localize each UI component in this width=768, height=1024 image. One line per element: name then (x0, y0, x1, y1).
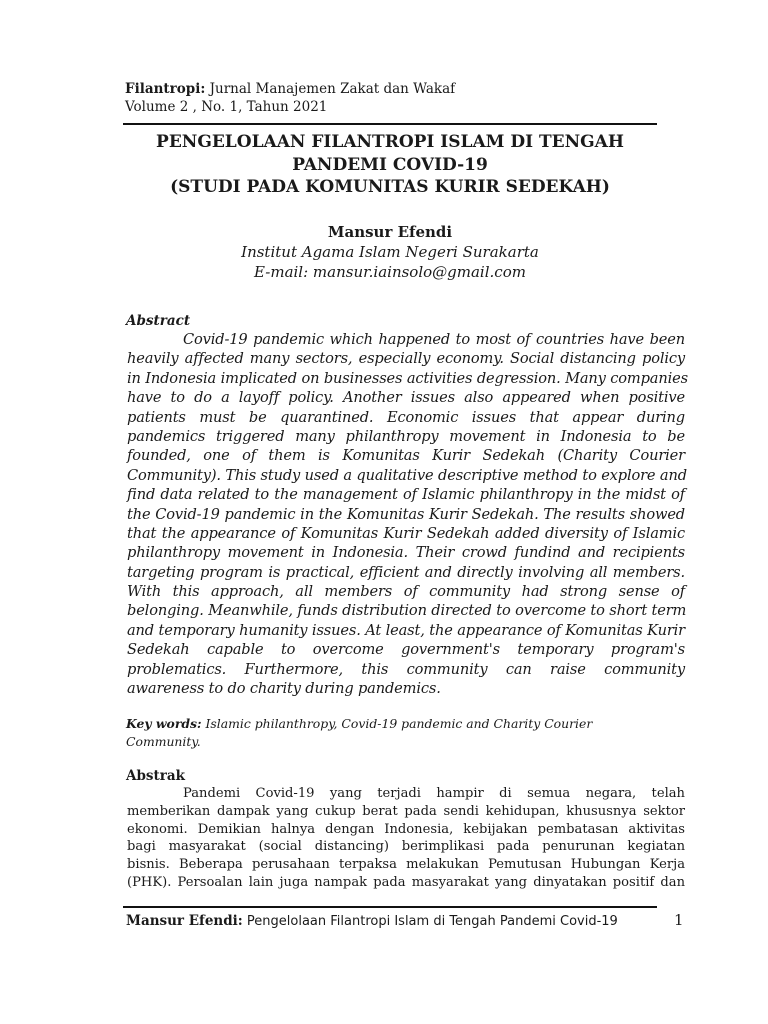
abstract-line: problematics. Furthermore, this community can raise community (127, 660, 685, 678)
volume-line: Volume 2 , No. 1, Tahun 2021 (125, 99, 328, 115)
affiliation: Institut Agama Islam Negeri Surakarta (241, 243, 539, 261)
keywords-label: Key words: (126, 716, 202, 731)
running-footer (126, 912, 686, 931)
abstract-line: targeting program is practical, efficient and directly involving all members. (127, 563, 685, 581)
author-affiliation-block (123, 242, 657, 282)
abstract-line: patients must be quarantined. Economic issues that appear during (127, 408, 685, 426)
abstract-line: that the appearance of Komunitas Kurir Sedekah added diversity of Islamic (127, 524, 685, 542)
journal-name: Filantropi: (125, 81, 206, 97)
author-name: Mansur Efendi (327, 223, 453, 241)
abstrak-line: bagi masyarakat (social distancing) berimplikasi pada penurunan kegiatan (127, 839, 685, 855)
keywords-text: Islamic philanthropy, Covid-19 pandemic and Charity Courier (201, 716, 593, 731)
journal-subtitle: Jurnal Manajemen Zakat dan Wakaf (205, 81, 456, 97)
abstrak-line: memberikan dampak yang cukup berat pada sendi kehidupan, khususnya sektor (127, 803, 685, 819)
abstract-line: heavily affected many sectors, especially economy. Social distancing policy (127, 350, 685, 368)
abstract-line: With this approach, all members of community had strong sense of (127, 583, 685, 601)
abstract-line: have to do a layoff policy. Another issues also appeared when positive (127, 389, 685, 407)
abstract-line: Covid-19 pandemic which happened to most of countries have been (183, 331, 685, 348)
abstract-line: founded, one of them is Komunitas Kurir Sedekah (Charity Courier (127, 447, 685, 465)
abstract-line: and temporary humanity issues. At least, the appearance of Komunitas Kurir (127, 621, 685, 639)
abstrak-line: bisnis. Beberapa perusahaan terpaksa melakukan Pemutusan Hubungan Kerja (127, 857, 685, 873)
abstract-line: pandemics triggered many philanthropy movement in Indonesia to be (127, 427, 685, 445)
abstract-heading: Abstract (126, 313, 191, 329)
keywords-line (126, 715, 686, 733)
abstract-line: awareness to do charity during pandemics. (127, 680, 441, 698)
title-line: PANDEMI COVID-19 (292, 154, 488, 175)
footer-rule (123, 906, 657, 908)
abstrak-body (127, 785, 685, 892)
abstract-line: the Covid-19 pandemic in the Komunitas Kurir Sedekah. The results showed (127, 505, 685, 523)
abstract-line: belonging. Meanwhile, funds distribution directed to overcome to short term (127, 602, 687, 620)
page-number: 1 (674, 911, 684, 929)
journal-line (125, 80, 455, 98)
abstract-line: philanthropy movement in Indonesia. Their crowd fundind and recipients (127, 544, 685, 562)
header-rule (123, 123, 657, 125)
title-line: (STUDI PADA KOMUNITAS KURIR SEDEKAH) (170, 177, 610, 197)
abstrak-line: Pandemi Covid-19 yang terjadi hampir di semua negara, telah (183, 786, 685, 801)
abstrak-heading: Abstrak (126, 768, 185, 784)
abstract-line: Sedekah capable to overcome government's temporary program's (127, 641, 685, 659)
abstract-body (127, 330, 688, 698)
running-header (125, 80, 455, 116)
author-email: E-mail: mansur.iainsolo@gmail.com (254, 263, 526, 281)
footer-title: Pengelolaan Filantropi Islam di Tengah Pandemi Covid-19 (242, 914, 618, 929)
keywords (126, 715, 686, 750)
keywords-line: Community. (126, 733, 201, 749)
abstract-line: in Indonesia implicated on businesses activities degression. Many companies (127, 369, 688, 387)
title-line: PENGELOLAAN FILANTROPI ISLAM DI TENGAH (156, 132, 624, 152)
abstrak-line: ekonomi. Demikian halnya dengan Indonesia, kebijakan pembatasan aktivitas (127, 821, 685, 837)
abstrak-line: (PHK). Persoalan lain juga nampak pada masyarakat yang dinyatakan positif dan (127, 874, 685, 890)
footer-author: Mansur Efendi: (126, 913, 243, 929)
abstract-line: Community). This study used a qualitative descriptive method to explore and (127, 466, 687, 484)
abstract-line: find data related to the management of Islamic philanthropy in the midst of (127, 486, 685, 504)
article-title (123, 131, 657, 199)
